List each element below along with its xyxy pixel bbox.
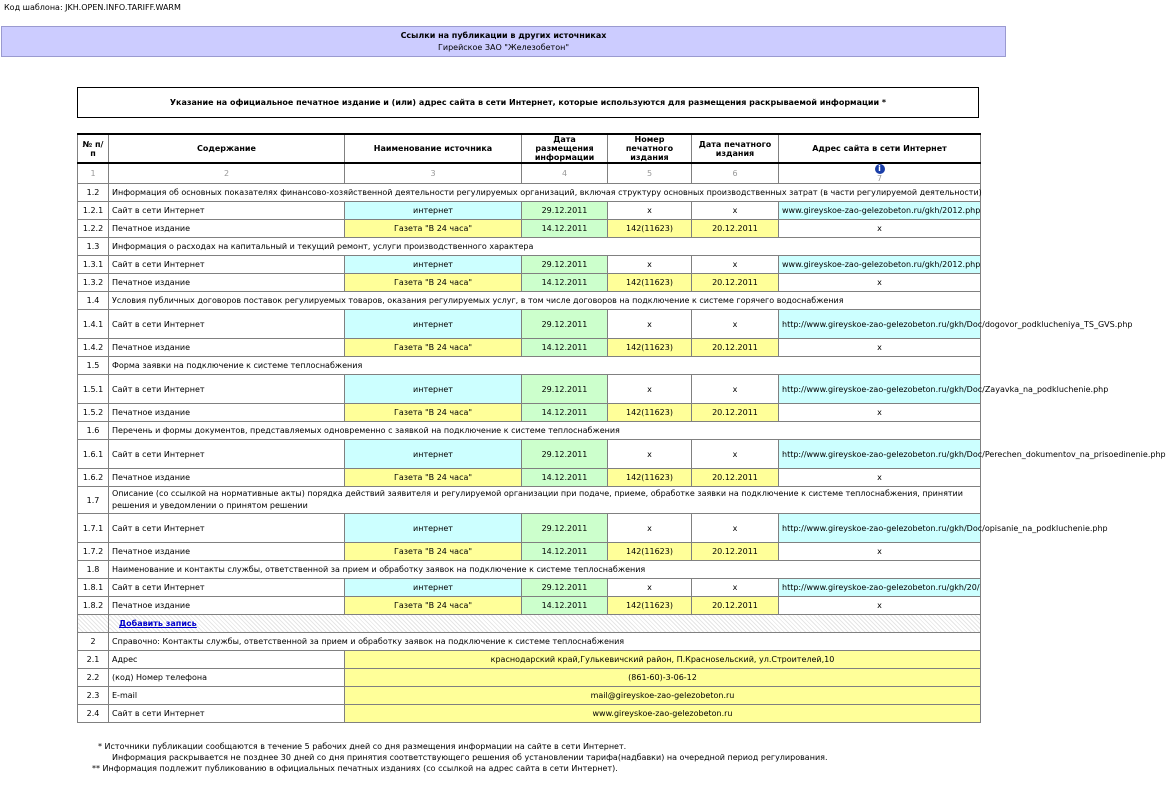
row-label: Печатное издание [109,469,345,487]
contact-value-field[interactable]: (861-60)-3-06-12 [345,669,981,687]
print-number-field[interactable]: 142(11623) [608,597,692,615]
print-number-field: x [608,440,692,469]
print-number-field[interactable]: 142(11623) [608,274,692,292]
row-number: 1.8.2 [78,597,109,615]
print-number-field: x [608,310,692,339]
post-date-field[interactable]: 29.12.2011 [522,256,608,274]
col-number: 3 [345,163,522,184]
post-date-field[interactable]: 14.12.2011 [522,274,608,292]
organization-name: Гирейское ЗАО "Железобетон" [437,43,570,52]
col-number: 1 [78,163,109,184]
source-field[interactable]: Газета "В 24 часа" [345,597,522,615]
print-number-field: x [608,375,692,404]
add-record-row [78,615,981,633]
section-row [78,184,981,202]
print-number-field: x [608,256,692,274]
url-field: x [779,469,981,487]
row-number: 2.4 [78,705,109,723]
row-number: 1.6.1 [78,440,109,469]
row-label: Сайт в сети Интернет [109,256,345,274]
url-field: x [779,339,981,357]
website-row [78,375,981,404]
print-date-field: x [692,256,779,274]
section-title: Справочно: Контакты службы, ответственной за прием и обработку заявок на подключение к системе теплоснабжения [109,633,981,651]
col-number: 4 [522,163,608,184]
url-field[interactable]: http://www.gireyskoe-zao-gelezobeton.ru/gkh/Doc/Zayavka_na_podkluchenie.php [779,375,981,404]
column-numbers-row [78,163,981,184]
source-field[interactable]: интернет [345,514,522,543]
url-field[interactable]: http://www.gireyskoe-zao-gelezobeton.ru/gkh/Doc/Perechen_dokumentov_na_prisoedinenie.php [779,440,981,469]
row-number: 1.3.2 [78,274,109,292]
post-date-field[interactable]: 14.12.2011 [522,469,608,487]
url-field[interactable]: www.gireyskoe-zao-gelezobeton.ru/gkh/2012.php [779,202,981,220]
section-title: Условия публичных договоров поставок регулируемых товаров, оказания регулируемых услуг, в том числе договоров на подключение к системе горячего водоснабжения [109,292,981,310]
website-row [78,310,981,339]
url-field[interactable]: www.gireyskoe-zao-gelezobeton.ru/gkh/2012.php [779,256,981,274]
post-date-field[interactable]: 14.12.2011 [522,597,608,615]
section-number: 1.5 [78,357,109,375]
footnotes [92,741,828,774]
contacts-section-row [78,633,981,651]
print-number-field[interactable]: 142(11623) [608,220,692,238]
contact-value-field[interactable]: www.gireyskoe-zao-gelezobeton.ru [345,705,981,723]
url-field[interactable]: http://www.gireyskoe-zao-gelezobeton.ru/gkh/Doc/dogovor_podklucheniya_TS_GVS.php [779,310,981,339]
section-title: Информация об основных показателях финансово-хозяйственной деятельности регулируемых организаций, включая структуру основных производственных затрат (в части регулируемой деятельности) [109,184,981,202]
row-label: Печатное издание [109,274,345,292]
url-field[interactable]: http://www.gireyskoe-zao-gelezobeton.ru/gkh/Doc/opisanie_na_podkluchenie.php [779,514,981,543]
print-date-field[interactable]: 20.12.2011 [692,220,779,238]
section-row [78,561,981,579]
source-field[interactable]: интернет [345,202,522,220]
section-row [78,238,981,256]
print-date-field: x [692,514,779,543]
row-number: 2.3 [78,687,109,705]
contact-value-field[interactable]: mail@gireyskoe-zao-gelezobeton.ru [345,687,981,705]
row-label: Печатное издание [109,220,345,238]
print-row [78,220,981,238]
row-label: Сайт в сети Интернет [109,375,345,404]
section-row [78,292,981,310]
source-field[interactable]: интернет [345,256,522,274]
row-label: Сайт в сети Интернет [109,514,345,543]
url-field: x [779,597,981,615]
row-label: Печатное издание [109,339,345,357]
print-date-field: x [692,375,779,404]
print-row [78,597,981,615]
note-banner: Указание на официальное печатное издание и (или) адрес сайта в сети Интернет, которые используются для размещения раскрываемой информации * [77,87,979,118]
print-number-field[interactable]: 142(11623) [608,469,692,487]
url-field: x [779,404,981,422]
row-number: 1.2.2 [78,220,109,238]
print-date-field: x [692,310,779,339]
website-row [78,256,981,274]
row-label: Сайт в сети Интернет [109,202,345,220]
source-field[interactable]: интернет [345,375,522,404]
publications-table [77,133,1166,723]
source-field[interactable]: Газета "В 24 часа" [345,220,522,238]
section-title: Информация о расходах на капитальный и текущий ремонт, услуги производственного характера [109,238,981,256]
print-date-field[interactable]: 20.12.2011 [692,339,779,357]
col-header-source: Наименование источника [345,134,522,163]
url-field: x [779,543,981,561]
section-row [78,422,981,440]
contact-value-field[interactable]: краснодарский край,Гулькевичский район, П.Краснosельский, ул.Строителей,10 [345,651,981,669]
row-number: 1.4.2 [78,339,109,357]
col-number-url: i 7 [779,163,981,184]
print-row [78,469,981,487]
col-header-print-number: Номер печатного издания [608,134,692,163]
row-number: 1.5.2 [78,404,109,422]
footnote-1-continuation: Информация раскрывается не позднее 30 дней со дня принятия соответствующего решения об установлении тарифа(надбавки) на очередной период регулирования. [112,753,828,762]
section-number: 1.6 [78,422,109,440]
row-number: 1.4.1 [78,310,109,339]
source-field[interactable]: интернет [345,440,522,469]
post-date-field[interactable]: 29.12.2011 [522,514,608,543]
section-number: 1.8 [78,561,109,579]
footnote-1: * Источники публикации сообщаются в течение 5 рабочих дней со дня размещения информации на сайте в сети Интернет. [98,742,627,751]
contact-row [78,651,981,669]
row-label: (код) Номер телефона [109,669,345,687]
section-number: 1.4 [78,292,109,310]
post-date-field[interactable]: 29.12.2011 [522,440,608,469]
row-number: 1.2.1 [78,202,109,220]
post-date-field[interactable]: 14.12.2011 [522,543,608,561]
print-number-field[interactable]: 142(11623) [608,404,692,422]
contact-row [78,705,981,723]
website-row [78,579,981,597]
print-date-field: x [692,440,779,469]
post-date-field[interactable]: 29.12.2011 [522,375,608,404]
source-field[interactable]: интернет [345,579,522,597]
print-date-field[interactable]: 20.12.2011 [692,469,779,487]
contact-row [78,687,981,705]
row-label: E-mail [109,687,345,705]
post-date-field[interactable]: 14.12.2011 [522,220,608,238]
row-number: 1.5.1 [78,375,109,404]
website-row [78,202,981,220]
row-number: 1.7.1 [78,514,109,543]
footnote-2: ** Информация подлежит публикованию в официальных печатных изданиях (со ссылкой на адрес сайта в сети Интернет). [92,764,618,773]
col-header-url: Адрес сайта в сети Интернет [779,134,981,163]
source-field[interactable]: Газета "В 24 часа" [345,543,522,561]
print-date-field[interactable]: 20.12.2011 [692,597,779,615]
row-label: Сайт в сети Интернет [109,440,345,469]
row-number: 1.8.1 [78,579,109,597]
source-field[interactable]: Газета "В 24 часа" [345,469,522,487]
source-field[interactable]: интернет [345,310,522,339]
section-number: 1.2 [78,184,109,202]
url-field: x [779,274,981,292]
print-number-field: x [608,202,692,220]
add-record-spacer [78,615,109,633]
row-number: 2.2 [78,669,109,687]
col-header-print-date: Дата печатного издания [692,134,779,163]
print-number-field[interactable]: 142(11623) [608,543,692,561]
row-label: Печатное издание [109,543,345,561]
print-date-field: x [692,579,779,597]
col-number: 5 [608,163,692,184]
col-number: 2 [109,163,345,184]
section-number: 2 [78,633,109,651]
url-field[interactable]: http://www.gireyskoe-zao-gelezobeton.ru/gkh/20/ [779,579,981,597]
section-number: 1.3 [78,238,109,256]
add-record-link[interactable]: Добавить запись [119,619,197,628]
info-icon[interactable]: i [875,164,885,174]
section-number: 1.7 [78,487,109,514]
page-title: Ссылки на публикации в других источниках [400,31,607,40]
col-header-content: Содержание [109,134,345,163]
section-title: Наименование и контакты службы, ответственной за прием и обработку заявок на подключение к системе теплоснабжения [109,561,981,579]
print-row [78,274,981,292]
section-row [78,357,981,375]
row-number: 1.7.2 [78,543,109,561]
post-date-field[interactable]: 14.12.2011 [522,404,608,422]
table-header-row [78,134,981,163]
post-date-field[interactable]: 29.12.2011 [522,579,608,597]
source-field[interactable]: Газета "В 24 часа" [345,274,522,292]
template-code: Код шаблона: JKH.OPEN.INFO.TARIFF.WARM [4,3,181,12]
post-date-field[interactable]: 14.12.2011 [522,339,608,357]
section-title: Описание (со ссылкой на нормативные акты) порядка действий заявителя и регулируемой организации при подаче, приеме, обработке заявки на подключение к системе теплоснабжения, принятии решения и уведомлении о принятом решении [109,487,981,514]
print-date-field[interactable]: 20.12.2011 [692,543,779,561]
col-header-post-date: Дата размещения информации [522,134,608,163]
add-record-cell [109,615,981,633]
website-row [78,440,981,469]
print-date-field[interactable]: 20.12.2011 [692,274,779,292]
print-row [78,339,981,357]
print-number-field[interactable]: 142(11623) [608,339,692,357]
section-title: Форма заявки на подключение к системе теплоснабжения [109,357,981,375]
print-date-field: x [692,202,779,220]
print-row [78,404,981,422]
print-date-field[interactable]: 20.12.2011 [692,404,779,422]
row-label: Адрес [109,651,345,669]
row-number: 1.3.1 [78,256,109,274]
section-title: Перечень и формы документов, представляемых одновременно с заявкой на подключение к системе теплоснабжения [109,422,981,440]
source-field[interactable]: Газета "В 24 часа" [345,339,522,357]
col-number: 6 [692,163,779,184]
row-label: Сайт в сети Интернет [109,705,345,723]
source-field[interactable]: Газета "В 24 часа" [345,404,522,422]
print-number-field: x [608,579,692,597]
row-label: Сайт в сети Интернет [109,579,345,597]
url-field: x [779,220,981,238]
row-label: Печатное издание [109,597,345,615]
page-header [1,26,1006,57]
col-header-num: № п/п [78,134,109,163]
contact-row [78,669,981,687]
row-label: Сайт в сети Интернет [109,310,345,339]
row-number: 2.1 [78,651,109,669]
section-row [78,487,981,514]
website-row [78,514,981,543]
post-date-field[interactable]: 29.12.2011 [522,310,608,339]
post-date-field[interactable]: 29.12.2011 [522,202,608,220]
row-number: 1.6.2 [78,469,109,487]
print-row [78,543,981,561]
row-label: Печатное издание [109,404,345,422]
print-number-field: x [608,514,692,543]
